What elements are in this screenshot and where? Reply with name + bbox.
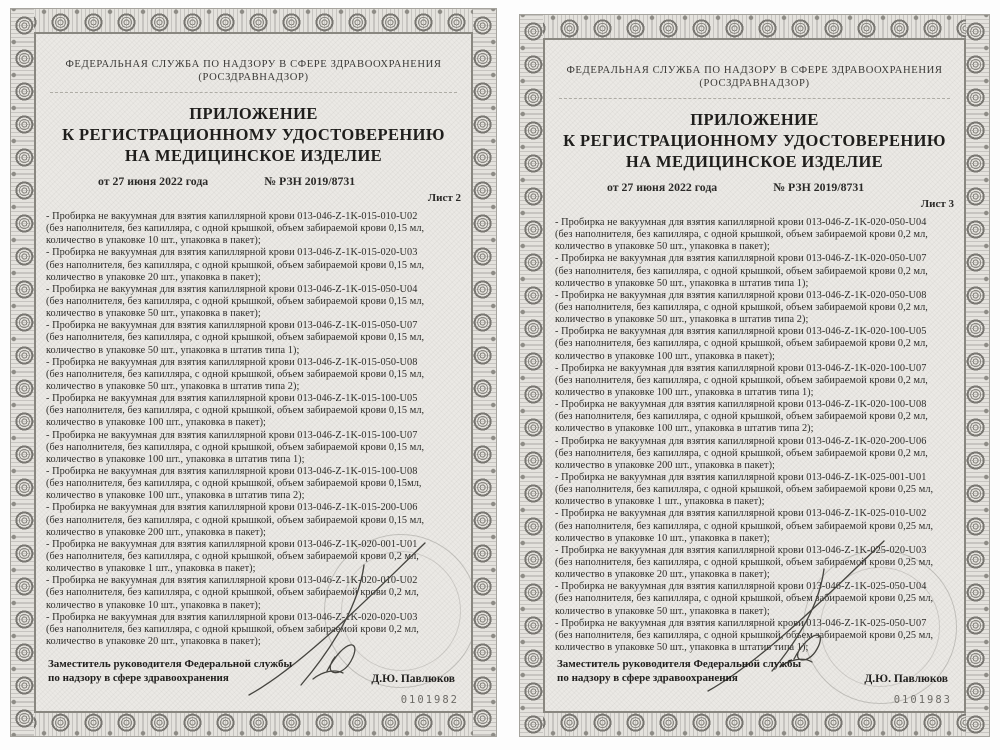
item-text-line: (без наполнителя, без капилляра, с одной крышкой, объем забираемой крови 0,15 мл, (46, 405, 425, 417)
item-text-line: количество в упаковке 20 шт., упаковка в пакет); (46, 635, 261, 647)
item-text-line: - Пробирка не вакуумная для взятия капиллярной крови 013-046-Z-1K-015-010-U02 (46, 211, 418, 222)
sheet-number: Лист 3 (920, 198, 954, 210)
item-text-line: - Пробирка не вакуумная для взятия капиллярной крови 013-046-Z-1K-015-200-U06 (46, 502, 418, 514)
list-item (555, 436, 954, 472)
item-text-line: (без наполнителя, без капилляра, с одной крышкой, объем забираемой крови 0,15 мл, (46, 223, 425, 235)
item-text-line: (без наполнителя, без капилляра, с одной крышкой, объем забираемой крови 0,2 мл, (555, 301, 928, 313)
ornamental-border-bottom (11, 713, 496, 736)
item-text-line: - Пробирка не вакуумная для взятия капиллярной крови 013-046-Z-1K-025-050-U07 (555, 617, 927, 629)
ornamental-border-top (520, 15, 989, 38)
list-item (46, 393, 461, 429)
list-item (46, 357, 461, 393)
item-text-line: (без наполнителя, без капилляра, с одной крышкой, объем забираемой крови 0,2 мл, (46, 550, 419, 562)
item-text-line: количество в упаковке 50 шт., упаковка в штатив типа 2); (555, 314, 809, 326)
item-text-line: количество в упаковке 1 шт., упаковка в пакет); (555, 496, 765, 508)
item-text-line: - Пробирка не вакуумная для взятия капиллярной крови 013-046-Z-1K-025-010-U02 (555, 508, 927, 520)
signer-position-line-2: по надзору в сфере здравоохранения (48, 671, 229, 684)
item-text-line: количество в упаковке 50 шт., упаковка в пакет); (555, 605, 770, 617)
ornamental-border-left (520, 15, 543, 736)
sheet-number: Лист 2 (427, 192, 461, 204)
item-text-line: количество в упаковке 50 шт., упаковка в штатив типа 1); (555, 641, 809, 653)
item-text-line: (без наполнителя, без капилляра, с одной крышкой, объем забираемой крови 0,15 мл, (46, 259, 425, 271)
item-text-line: количество в упаковке 100 шт., упаковка в штатив типа 2); (46, 490, 305, 502)
item-text-line: (без наполнителя, без капилляра, с одной крышкой, объем забираемой крови 0,2 мл, (555, 338, 928, 350)
ornamental-border-top (11, 9, 496, 32)
ornamental-border-right (473, 9, 496, 736)
document-title-line-2: К РЕГИСТРАЦИОННОМУ УДОСТОВЕРЕНИЮ (563, 131, 946, 150)
item-text-line: - Пробирка не вакуумная для взятия капиллярной крови 013-046-Z-1K-025-050-U04 (555, 581, 927, 593)
item-text-line: количество в упаковке 200 шт., упаковка в пакет); (46, 526, 266, 538)
item-text-line: (без наполнителя, без капилляра, с одной крышкой, объем забираемой крови 0,25 мл, (555, 629, 934, 641)
certificate-page-sheet-3 (519, 14, 990, 737)
agency-short-name: (РОСЗДРАВНАДЗОР) (198, 72, 309, 83)
item-text-line: количество в упаковке 50 шт., упаковка в штатив типа 1); (46, 344, 300, 356)
item-text-line: - Пробирка не вакуумная для взятия капиллярной крови 013-046-Z-1K-015-100-U07 (46, 429, 418, 441)
form-serial-number: 0101983 (893, 694, 952, 706)
item-text-line: количество в упаковке 1 шт., упаковка в пакет); (46, 563, 256, 575)
item-text-line: - Пробирка не вакуумная для взятия капиллярной крови 013-046-Z-1K-020-050-U08 (555, 289, 927, 301)
list-item (46, 430, 461, 466)
document-title-line-2: К РЕГИСТРАЦИОННОМУ УДОСТОВЕРЕНИЮ (62, 125, 445, 144)
ornamental-border-right (966, 15, 989, 736)
item-text-line: - Пробирка не вакуумная для взятия капиллярной крови 013-046-Z-1K-015-020-U03 (46, 247, 418, 259)
item-text-line: - Пробирка не вакуумная для взятия капиллярной крови 013-046-Z-1K-020-020-U03 (46, 611, 418, 623)
item-text-line: - Пробирка не вакуумная для взятия капиллярной крови 013-046-Z-1K-015-050-U08 (46, 356, 418, 368)
signature-block (48, 658, 459, 685)
item-text-line: - Пробирка не вакуумная для взятия капиллярной крови 013-046-Z-1K-020-100-U07 (555, 362, 927, 374)
signer-position (557, 658, 801, 685)
item-text-line: количество в упаковке 100 шт., упаковка в штатив типа 1); (46, 453, 305, 465)
item-text-line: - Пробирка не вакуумная для взятия капиллярной крови 013-046-Z-1K-015-100-U05 (46, 393, 418, 405)
signer-position-line-1: Заместитель руководителя Федеральной службы (557, 658, 802, 670)
item-text-line: (без наполнителя, без капилляра, с одной крышкой, объем забираемой крови 0,15 мл, (46, 441, 425, 453)
item-text-line: (без наполнителя, без капилляра, с одной крышкой, объем забираемой крови 0,15 мл, (46, 332, 425, 344)
list-item (555, 253, 954, 289)
item-text-line: - Пробирка не вакуумная для взятия капиллярной крови 013-046-Z-1K-015-050-U04 (46, 283, 418, 295)
item-text-line: - Пробирка не вакуумная для взятия капиллярной крови 013-046-Z-1K-020-010-U02 (46, 575, 418, 587)
item-text-line: - Пробирка не вакуумная для взятия капиллярной крови 013-046-Z-1K-025-001-U01 (555, 471, 927, 483)
item-text-line: количество в упаковке 100 шт., упаковка в штатив типа 1); (555, 386, 814, 398)
list-item (46, 320, 461, 356)
item-text-line: - Пробирка не вакуумная для взятия капиллярной крови 013-046-Z-1K-020-001-U01 (46, 538, 418, 550)
form-serial-number: 0101982 (400, 694, 459, 706)
item-text-line: - Пробирка не вакуумная для взятия капиллярной крови 013-046-Z-1K-025-020-U03 (555, 544, 927, 556)
registration-number: № РЗН 2019/8731 (264, 174, 356, 188)
item-text-line: (без наполнителя, без капилляра, с одной крышкой, объем забираемой крови 0,2 мл, (555, 229, 928, 241)
agency-name: ФЕДЕРАЛЬНАЯ СЛУЖБА ПО НАДЗОРУ В СФЕРЕ ЗДРАВООХРАНЕНИЯ (65, 59, 442, 70)
item-text-line: количество в упаковке 100 шт., упаковка в штатив типа 2); (555, 423, 814, 435)
issue-date: от 27 июня 2022 года (607, 180, 718, 194)
ornamental-border-bottom (520, 713, 989, 736)
item-text-line: (без наполнителя, без капилляра, с одной крышкой, объем забираемой крови 0,2 мл, (555, 411, 928, 423)
document-title-line-3: НА МЕДИЦИНСКОЕ ИЗДЕЛИЕ (625, 152, 884, 171)
item-text-line: количество в упаковке 10 шт., упаковка в пакет); (555, 532, 770, 544)
document-meta (36, 174, 471, 189)
certificate-page-sheet-2 (10, 8, 497, 737)
list-item (46, 211, 461, 247)
item-text-line: (без наполнителя, без капилляра, с одной крышкой, объем забираемой крови 0,2 мл, (555, 265, 928, 277)
list-item (555, 326, 954, 362)
page-content (543, 38, 966, 713)
item-text-line: (без наполнителя, без капилляра, с одной крышкой, объем забираемой крови 0,15 мл, (46, 295, 425, 307)
signer-position-line-2: по надзору в сфере здравоохранения (557, 671, 738, 684)
item-text-line: количество в упаковке 200 шт., упаковка в пакет); (555, 459, 775, 471)
item-text-line: количество в упаковке 20 шт., упаковка в пакет); (555, 569, 770, 581)
item-text-line: (без наполнителя, без капилляра, с одной крышкой, объем забираемой крови 0,15 мл, (46, 368, 425, 380)
signer-position (48, 658, 292, 685)
list-item (555, 399, 954, 435)
item-text-line: количество в упаковке 50 шт., упаковка в пакет); (46, 308, 261, 320)
header-divider (50, 92, 457, 93)
item-text-line: (без наполнителя, без капилляра, с одной крышкой, объем забираемой крови 0,25 мл, (555, 484, 934, 496)
item-text-line: количество в упаковке 50 шт., упаковка в штатив типа 2); (46, 380, 300, 392)
list-item (555, 472, 954, 508)
agency-short-name: (РОСЗДРАВНАДЗОР) (699, 78, 810, 89)
registration-number: № РЗН 2019/8731 (773, 180, 865, 194)
item-text-line: количество в упаковке 10 шт., упаковка в пакет); (46, 235, 261, 247)
list-item (46, 247, 461, 283)
item-text-line: - Пробирка не вакуумная для взятия капиллярной крови 013-046-Z-1K-020-050-U04 (555, 217, 927, 228)
issue-date: от 27 июня 2022 года (98, 174, 209, 188)
item-text-line: (без наполнителя, без капилляра, с одной крышкой, объем забираемой крови 0,2 мл, (555, 447, 928, 459)
document-meta (545, 180, 964, 195)
signer-position-line-1: Заместитель руководителя Федеральной службы (48, 658, 293, 670)
item-text-line: - Пробирка не вакуумная для взятия капиллярной крови 013-046-Z-1K-020-100-U08 (555, 399, 927, 411)
list-item (46, 466, 461, 502)
item-text-line: - Пробирка не вакуумная для взятия капиллярной крови 013-046-Z-1K-015-050-U07 (46, 320, 418, 332)
item-text-line: количество в упаковке 50 шт., упаковка в пакет); (555, 241, 770, 253)
item-text-line: (без наполнителя, без капилляра, с одной крышкой, объем забираемой крови 0,25 мл, (555, 556, 934, 568)
list-item (555, 290, 954, 326)
list-item (555, 217, 954, 253)
ornamental-border-left (11, 9, 34, 736)
item-text-line: количество в упаковке 100 шт., упаковка в пакет); (555, 350, 775, 362)
item-text-line: (без наполнителя, без капилляра, с одной крышкой, объем забираемой крови 0,2 мл, (46, 623, 419, 635)
signer-name: Д.Ю. Павлюков (864, 673, 948, 685)
agency-name: ФЕДЕРАЛЬНАЯ СЛУЖБА ПО НАДЗОРУ В СФЕРЕ ЗДРАВООХРАНЕНИЯ (566, 65, 943, 76)
item-text-line: количество в упаковке 10 шт., упаковка в пакет); (46, 599, 261, 611)
item-text-line: - Пробирка не вакуумная для взятия капиллярной крови 013-046-Z-1K-020-200-U06 (555, 435, 927, 447)
item-text-line: (без наполнителя, без капилляра, с одной крышкой, объем забираемой крови 0,2 мл, (555, 374, 928, 386)
list-item (46, 284, 461, 320)
item-text-line: (без наполнителя, без капилляра, с одной крышкой, объем забираемой крови 0,2 мл, (46, 587, 419, 599)
item-text-line: количество в упаковке 50 шт., упаковка в штатив типа 1); (555, 277, 809, 289)
header-divider (559, 98, 950, 99)
document-title-line-1: ПРИЛОЖЕНИЕ (189, 104, 318, 123)
item-text-line: количество в упаковке 100 шт., упаковка в пакет); (46, 417, 266, 429)
document-title-line-1: ПРИЛОЖЕНИЕ (690, 110, 819, 129)
signer-name: Д.Ю. Павлюков (371, 673, 455, 685)
item-text-line: (без наполнителя, без капилляра, с одной крышкой, объем забираемой крови 0,15 мл, (46, 514, 425, 526)
item-text-line: количество в упаковке 20 шт., упаковка в пакет); (46, 271, 261, 283)
item-text-line: - Пробирка не вакуумная для взятия капиллярной крови 013-046-Z-1K-020-100-U05 (555, 326, 927, 338)
item-text-line: - Пробирка не вакуумная для взятия капиллярной крови 013-046-Z-1K-020-050-U07 (555, 253, 927, 265)
item-text-line: (без наполнителя, без капилляра, с одной крышкой, объем забираемой крови 0,25 мл, (555, 520, 934, 532)
document-title-line-3: НА МЕДИЦИНСКОЕ ИЗДЕЛИЕ (124, 146, 383, 165)
page-content (34, 32, 473, 713)
item-text-line: - Пробирка не вакуумная для взятия капиллярной крови 013-046-Z-1K-015-100-U08 (46, 465, 418, 477)
list-item (555, 363, 954, 399)
item-text-line: (без наполнителя, без капилляра, с одной крышкой, объем забираемой крови 0,25 мл, (555, 593, 934, 605)
signature-block (557, 658, 952, 685)
item-text-line: (без наполнителя, без капилляра, с одной крышкой, объем забираемой крови 0,15мл, (46, 478, 422, 490)
